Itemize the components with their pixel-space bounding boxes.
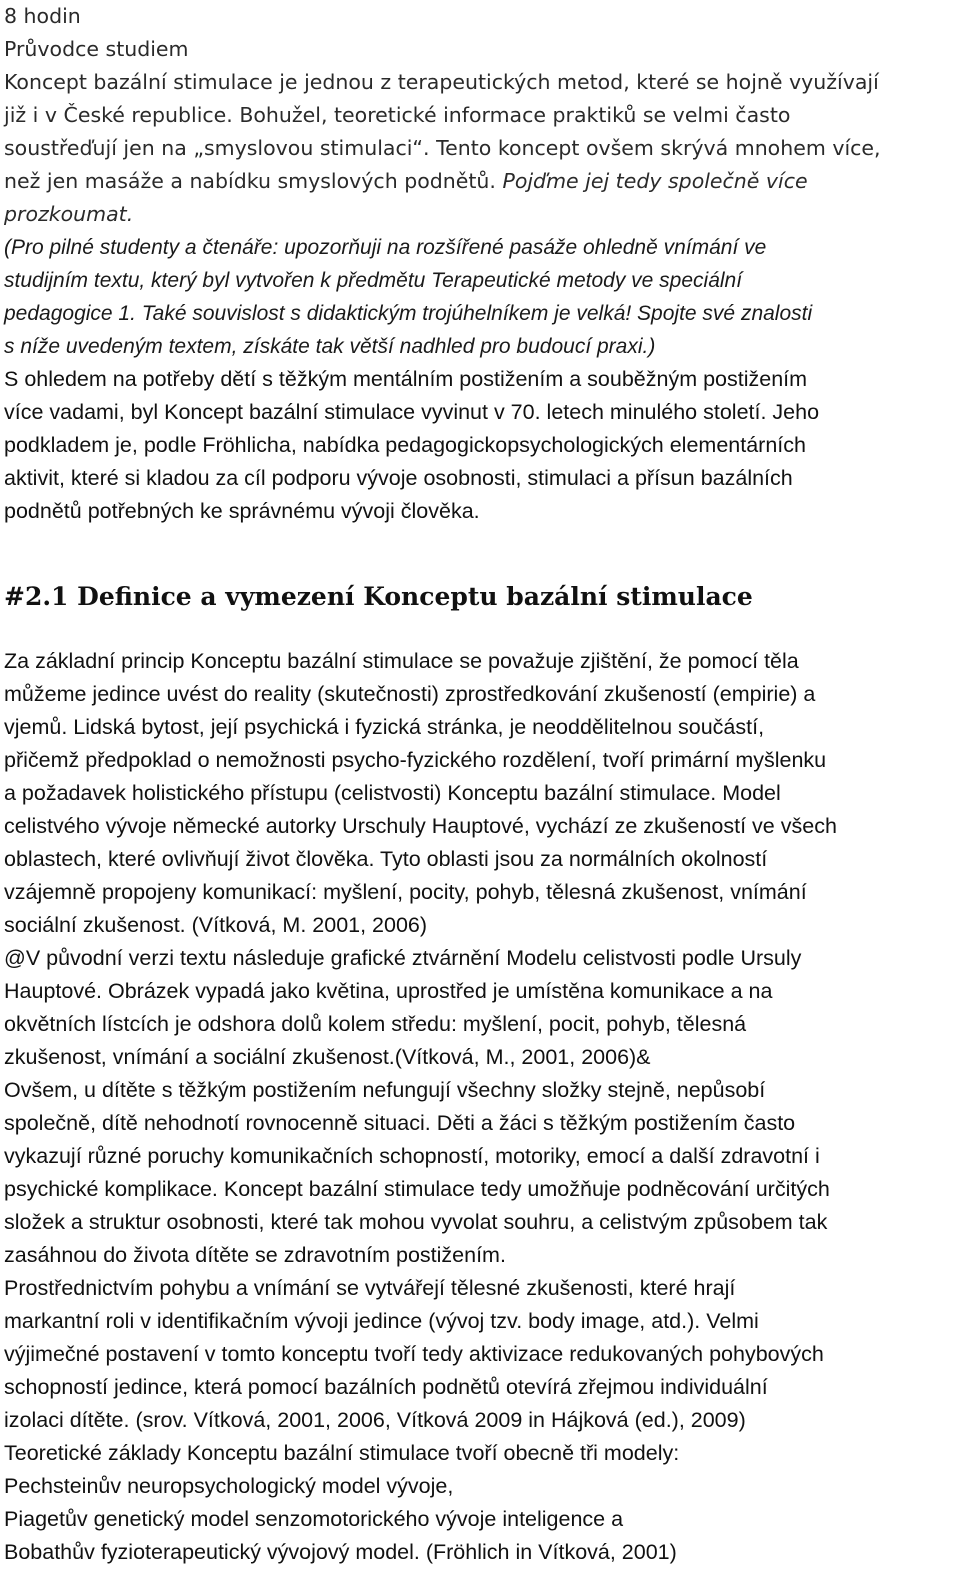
paragraph-line: okvětních lístcích je odshora dolů kolem středu: myšlení, pocit, pohyb, tělesná xyxy=(4,1012,747,1036)
paragraph-line: Piagetův genetický model senzomotorického vývoje inteligence a xyxy=(4,1507,624,1531)
section-heading: #2.1 Definice a vymezení Konceptu bazální stimulace xyxy=(4,582,753,611)
intro-line-italic: Pojďme jej tedy společně více xyxy=(502,169,808,193)
paragraph-line: výjimečné postavení v tomto konceptu tvoří tedy aktivizace redukovaných pohybových xyxy=(4,1342,824,1366)
paragraph-line: Teoretické základy Konceptu bazální stimulace tvoří obecně tři modely: xyxy=(4,1441,680,1465)
note-line: studijním textu, který byl vytvořen k předmětu Terapeutické metody ve speciální xyxy=(4,269,743,292)
paragraph-line: více vadami, byl Koncept bazální stimulace vyvinut v 70. letech minulého století. Jeho xyxy=(4,400,820,424)
intro-line: soustřeďují jen na „smyslovou stimulaci“. Tento koncept ovšem skrývá mnohem více, xyxy=(4,136,881,160)
paragraph-line: vykazují různé poruchy komunikačních schopností, motoriky, emocí a další zdravotní i xyxy=(4,1144,820,1168)
intro-line-italic: prozkoumat. xyxy=(4,202,134,226)
paragraph-line: psychické komplikace. Koncept bazální stimulace tedy umožňuje podněcování určitých xyxy=(4,1177,830,1201)
note-line: s níže uvedeným textem, získáte tak větší nadhled pro budoucí praxi.) xyxy=(4,335,656,358)
paragraph-line: Ovšem, u dítěte s těžkým postižením nefungují všechny složky stejně, nepůsobí xyxy=(4,1078,766,1102)
intro-line xyxy=(4,165,956,198)
note-line: (Pro pilné studenty a čtenáře: upozorňuji na rozšířené pasáže ohledně vnímání ve xyxy=(4,236,767,259)
paragraph-line: schopností jedince, která pomocí bazálních podnětů otevírá zřejmou individuální xyxy=(4,1375,768,1399)
paragraph-line: celistvého vývoje německé autorky Urschuly Hauptové, vychází ze zkušeností ve všech xyxy=(4,814,837,838)
intro-line: Koncept bazální stimulace je jednou z terapeutických metod, které se hojně využívají xyxy=(4,70,879,94)
student-note xyxy=(4,231,956,363)
intro-line-normal: než jen masáže a nabídku smyslových podnětů. xyxy=(4,169,503,193)
paragraph-line: S ohledem na potřeby dětí s těžkým mentálním postižením a souběžným postižením xyxy=(4,367,808,391)
paragraph-line: oblastech, které ovlivňují život člověka. Tyto oblasti jsou za normálních okolností xyxy=(4,847,768,871)
paragraph-line: podkladem je, podle Fröhlicha, nabídka pedagogickopsychologických elementárních xyxy=(4,433,806,457)
note-line: pedagogice 1. Také souvislost s didaktickým trojúhelníkem je velká! Spojte své znalosti xyxy=(4,302,813,325)
duration-label: 8 hodin xyxy=(4,4,81,28)
paragraph-line: a požadavek holistického přístupu (celistvosti) Konceptu bazální stimulace. Model xyxy=(4,781,781,805)
paragraph-line: podnětů potřebných ke správnému vývoji člověka. xyxy=(4,499,480,523)
paragraph-line: sociální zkušenost. (Vítková, M. 2001, 2006) xyxy=(4,913,428,937)
paragraph-line: vjemů. Lidská bytost, její psychická i fyzická stránka, je neoddělitelnou součástí, xyxy=(4,715,765,739)
paragraph-line: @V původní verzi textu následuje grafické ztvárnění Modelu celistvosti podle Ursuly xyxy=(4,946,802,970)
paragraph-definition xyxy=(4,645,956,1569)
paragraph-line: můžeme jedince uvést do reality (skutečnosti) zprostředkování zkušeností (empirie) a xyxy=(4,682,816,706)
paragraph-line: Prostřednictvím pohybu a vnímání se vytvářejí tělesné zkušenosti, které hrají xyxy=(4,1276,736,1300)
paragraph-line: aktivit, které si kladou za cíl podporu vývoje osobnosti, stimulaci a přísun bazálních xyxy=(4,466,793,490)
study-guide-title: Průvodce studiem xyxy=(4,37,189,61)
paragraph-line: zkušenost, vnímání a sociální zkušenost.(Vítková, M., 2001, 2006)& xyxy=(4,1045,651,1069)
paragraph-line: Bobathův fyzioterapeutický vývojový model. (Fröhlich in Vítková, 2001) xyxy=(4,1540,677,1564)
paragraph-line: markantní roli v identifikačním vývoji jedince (vývoj tzv. body image, atd.). Velmi xyxy=(4,1309,759,1333)
paragraph-line: vzájemně propojeny komunikací: myšlení, pocity, pohyb, tělesná zkušenost, vnímání xyxy=(4,880,807,904)
paragraph-origin xyxy=(4,363,956,528)
paragraph-line: zasáhnou do života dítěte se zdravotním postižením. xyxy=(4,1243,506,1267)
paragraph-line: Pechsteinův neuropsychologický model vývoje, xyxy=(4,1474,454,1498)
paragraph-line: izolaci dítěte. (srov. Vítková, 2001, 2006, Vítková 2009 in Hájková (ed.), 2009) xyxy=(4,1408,746,1432)
intro-line: již i v České republice. Bohužel, teoretické informace praktiků se velmi často xyxy=(4,103,791,127)
study-guide-intro xyxy=(4,0,956,231)
paragraph-line: společně, dítě nehodnotí rovnocenně situaci. Děti a žáci s těžkým postižením často xyxy=(4,1111,796,1135)
paragraph-line: složek a struktur osobnosti, které tak mohou vyvolat souhru, a celistvým způsobem tak xyxy=(4,1210,828,1234)
paragraph-line: Za základní princip Konceptu bazální stimulace se považuje zjištění, že pomocí těla xyxy=(4,649,799,673)
paragraph-line: Hauptové. Obrázek vypadá jako květina, uprostřed je umístěna komunikace a na xyxy=(4,979,773,1003)
paragraph-line: přičemž předpoklad o nemožnosti psycho-fyzického rozdělení, tvoří primární myšlenku xyxy=(4,748,827,772)
